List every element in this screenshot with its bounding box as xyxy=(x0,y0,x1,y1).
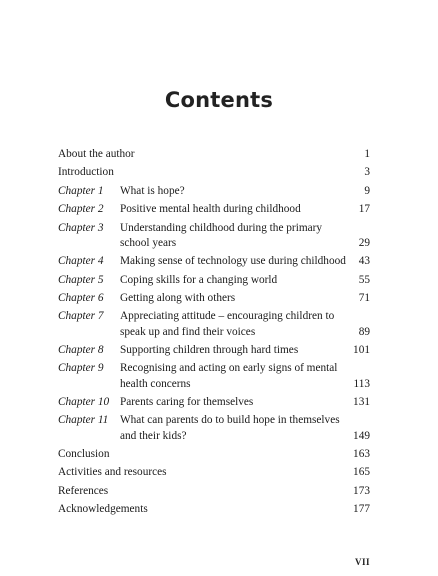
toc-entry-title: Activities and resources xyxy=(58,466,167,479)
toc-entry-page: 29 xyxy=(358,236,370,249)
toc-entry-title: Positive mental health during childhood xyxy=(120,203,301,216)
toc-chapter-label: Chapter 6 xyxy=(58,291,104,304)
toc-entry-title: References xyxy=(58,484,109,497)
toc-entry-title: Parents caring for themselves xyxy=(120,395,254,408)
toc-entry-title: Appreciating attitude – encouraging children to speak up and find their voices xyxy=(120,310,335,338)
toc-chapter-label: Chapter 2 xyxy=(58,203,104,216)
toc-entry[interactable] xyxy=(58,291,370,306)
toc-entry-title: Acknowledgements xyxy=(58,503,148,516)
toc-entry-page: 149 xyxy=(353,429,370,442)
toc-chapter-label: Chapter 3 xyxy=(58,221,104,234)
toc-chapter-label: Chapter 1 xyxy=(58,184,104,197)
toc-entry[interactable] xyxy=(58,309,370,339)
toc-entry-title: Making sense of technology use during childhood xyxy=(120,255,346,268)
toc-chapter-label: Chapter 10 xyxy=(58,395,110,408)
toc-entry[interactable] xyxy=(58,395,370,410)
toc-entry-page: 177 xyxy=(353,503,370,516)
toc-entry[interactable] xyxy=(58,447,370,462)
toc-entry[interactable] xyxy=(58,343,370,358)
table-of-contents xyxy=(58,147,370,520)
toc-entry[interactable] xyxy=(58,413,370,443)
toc-chapter-label: Chapter 11 xyxy=(58,414,109,427)
toc-chapter-label: Chapter 9 xyxy=(58,362,104,375)
toc-entry-title: Recognising and acting on early signs of mental health concerns xyxy=(120,362,338,390)
toc-entry-page: 131 xyxy=(353,395,370,408)
toc-entry-page: 173 xyxy=(353,484,370,497)
toc-entry-page: 9 xyxy=(364,184,370,197)
toc-entry-page: 113 xyxy=(353,377,370,390)
toc-entry[interactable] xyxy=(58,254,370,269)
toc-entry[interactable] xyxy=(58,465,370,480)
toc-chapter-label: Chapter 5 xyxy=(58,273,104,286)
toc-entry[interactable] xyxy=(58,184,370,199)
toc-entry-page: 43 xyxy=(358,255,370,268)
toc-entry[interactable] xyxy=(58,165,370,180)
toc-entry-page: 1 xyxy=(364,148,370,160)
toc-entry-page: 165 xyxy=(353,466,370,479)
toc-entry-title: Introduction xyxy=(58,166,114,179)
toc-entry-title: Coping skills for a changing world xyxy=(120,273,278,286)
toc-chapter-label: Chapter 4 xyxy=(58,255,104,268)
toc-entry-title: Supporting children through hard times xyxy=(120,343,299,356)
toc-entry-page: 89 xyxy=(358,325,370,338)
toc-chapter-label: Chapter 7 xyxy=(58,310,104,323)
toc-entry-page: 71 xyxy=(358,291,370,304)
toc-entry[interactable] xyxy=(58,221,370,251)
toc-entry-page: 101 xyxy=(353,343,370,356)
toc-entry-page: 3 xyxy=(364,166,370,179)
toc-entry-page: 55 xyxy=(358,273,370,286)
toc-entry[interactable] xyxy=(58,502,370,517)
page-title: Contents xyxy=(164,88,274,112)
page-number: VII xyxy=(354,557,370,567)
toc-entry-title: What is hope? xyxy=(120,184,185,197)
toc-entry-title: What can parents do to build hope in themselves and their kids? xyxy=(120,414,340,442)
toc-entry-title: Getting along with others xyxy=(120,291,236,304)
toc-entry-title: About the author xyxy=(58,148,135,160)
toc-entry-title: Conclusion xyxy=(58,447,110,460)
toc-entry[interactable] xyxy=(58,273,370,288)
toc-entry-page: 17 xyxy=(358,203,370,216)
toc-entry[interactable] xyxy=(58,484,370,499)
toc-entry[interactable] xyxy=(58,147,370,162)
toc-chapter-label: Chapter 8 xyxy=(58,343,104,356)
toc-entry-page: 163 xyxy=(353,447,370,460)
toc-entry[interactable] xyxy=(58,202,370,217)
toc-entry-title: Understanding childhood during the primary school years xyxy=(120,221,323,249)
toc-entry[interactable] xyxy=(58,361,370,391)
